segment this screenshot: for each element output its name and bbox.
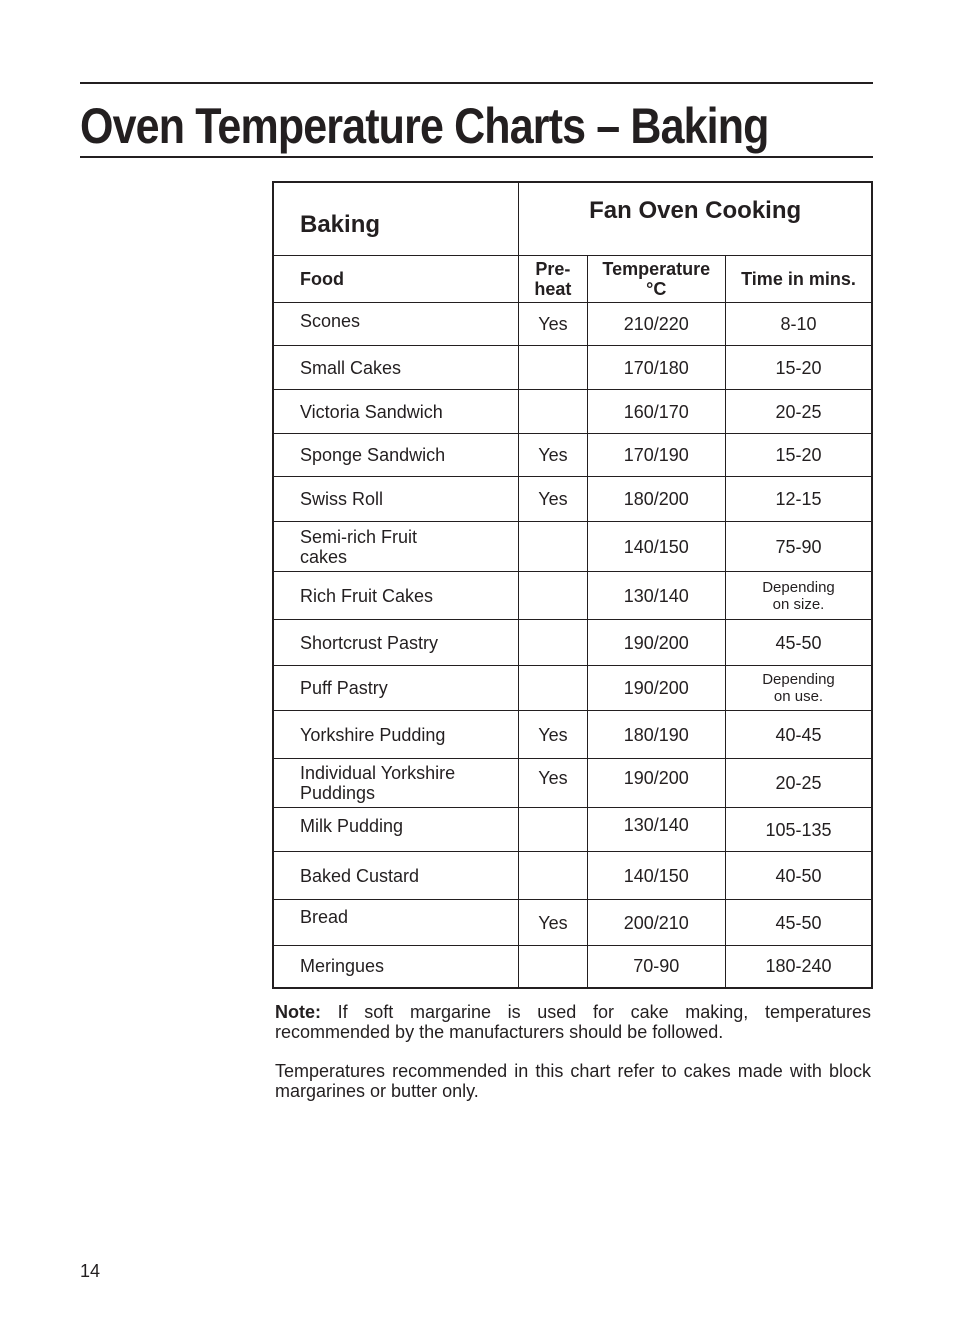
note-text: If soft margarine is used for cake making, temperatures recommended by the manufacturers should be followed.: [275, 1002, 871, 1042]
temperature-cell: 180/190: [587, 711, 725, 759]
food-cell: Sponge Sandwich: [273, 434, 519, 477]
table-row: [273, 852, 872, 900]
time-cell: 15-20: [725, 434, 872, 477]
time-cell: 20-25: [725, 390, 872, 434]
title-bottom-rule: [80, 156, 873, 158]
preheat-cell: Yes: [519, 759, 587, 808]
preheat-cell: [519, 808, 587, 852]
table-row: [273, 572, 872, 620]
preheat-cell: [519, 522, 587, 572]
food-cell: Semi-rich Fruit cakes: [273, 522, 519, 572]
table-row: [273, 620, 872, 666]
column-header-temperature: Temperature °C: [587, 256, 725, 303]
temperature-cell: 210/220: [587, 303, 725, 346]
time-cell: 75-90: [725, 522, 872, 572]
preheat-cell: [519, 620, 587, 666]
preheat-cell: Yes: [519, 434, 587, 477]
time-cell: 180-240: [725, 946, 872, 988]
temperature-cell: 130/140: [587, 808, 725, 852]
temperature-cell: 190/200: [587, 666, 725, 711]
temperature-cell: 170/180: [587, 346, 725, 390]
title-top-rule: [80, 82, 873, 84]
food-cell: Meringues: [273, 946, 519, 988]
preheat-cell: Yes: [519, 477, 587, 522]
page-title: Oven Temperature Charts – Baking: [80, 98, 769, 154]
temperature-cell: 140/150: [587, 522, 725, 572]
group-header: Fan Oven Cooking: [519, 182, 872, 256]
preheat-cell: [519, 346, 587, 390]
food-cell: Individual Yorkshire Puddings: [273, 759, 519, 808]
table-row: [273, 900, 872, 946]
time-cell: 40-45: [725, 711, 872, 759]
time-cell: 45-50: [725, 620, 872, 666]
food-cell: Scones: [273, 303, 519, 346]
table-row: [273, 946, 872, 988]
table-row: [273, 477, 872, 522]
time-cell: 8-10: [725, 303, 872, 346]
time-cell: 105-135: [725, 808, 872, 852]
food-cell: Victoria Sandwich: [273, 390, 519, 434]
preheat-cell: [519, 390, 587, 434]
time-cell: 20-25: [725, 759, 872, 808]
page-number: 14: [80, 1261, 101, 1281]
temperature-cell: 140/150: [587, 852, 725, 900]
temperature-cell: 130/140: [587, 572, 725, 620]
temperature-cell: 190/200: [587, 620, 725, 666]
temperature-note: Temperatures recommended in this chart refer to cakes made with block margarines or butter only.: [275, 1061, 871, 1101]
food-cell: Small Cakes: [273, 346, 519, 390]
table-header-row-1: [273, 182, 872, 256]
table-row: [273, 346, 872, 390]
table-row: [273, 711, 872, 759]
time-cell: 45-50: [725, 900, 872, 946]
food-cell: Baked Custard: [273, 852, 519, 900]
food-cell: Puff Pastry: [273, 666, 519, 711]
preheat-cell: Yes: [519, 303, 587, 346]
food-cell: Shortcrust Pastry: [273, 620, 519, 666]
preheat-cell: Yes: [519, 900, 587, 946]
table-row: [273, 303, 872, 346]
section-label: Baking: [273, 182, 519, 256]
table-row: [273, 808, 872, 852]
note-label: Note:: [275, 1002, 321, 1022]
food-cell: Swiss Roll: [273, 477, 519, 522]
margarine-note: [275, 1002, 871, 1042]
preheat-cell: [519, 666, 587, 711]
food-cell: Milk Pudding: [273, 808, 519, 852]
temperature-cell: 200/210: [587, 900, 725, 946]
table-row: [273, 522, 872, 572]
preheat-cell: [519, 572, 587, 620]
table-row: [273, 390, 872, 434]
table-row: [273, 666, 872, 711]
column-header-food: Food: [273, 256, 519, 303]
baking-chart-table: [272, 181, 873, 989]
preheat-cell: [519, 946, 587, 988]
temperature-cell: 70-90: [587, 946, 725, 988]
food-cell: Bread: [273, 900, 519, 946]
time-cell: Depending on size.: [725, 572, 872, 620]
food-cell: Rich Fruit Cakes: [273, 572, 519, 620]
time-cell: 12-15: [725, 477, 872, 522]
time-cell: Depending on use.: [725, 666, 872, 711]
temperature-cell: 180/200: [587, 477, 725, 522]
temperature-cell: 160/170: [587, 390, 725, 434]
temperature-cell: 190/200: [587, 759, 725, 808]
column-header-time: Time in mins.: [725, 256, 872, 303]
table-header-row-2: [273, 256, 872, 303]
preheat-cell: Yes: [519, 711, 587, 759]
table-row: [273, 434, 872, 477]
table-row: [273, 759, 872, 808]
time-cell: 40-50: [725, 852, 872, 900]
preheat-cell: [519, 852, 587, 900]
time-cell: 15-20: [725, 346, 872, 390]
food-cell: Yorkshire Pudding: [273, 711, 519, 759]
column-header-preheat: Pre- heat: [519, 256, 587, 303]
temperature-cell: 170/190: [587, 434, 725, 477]
